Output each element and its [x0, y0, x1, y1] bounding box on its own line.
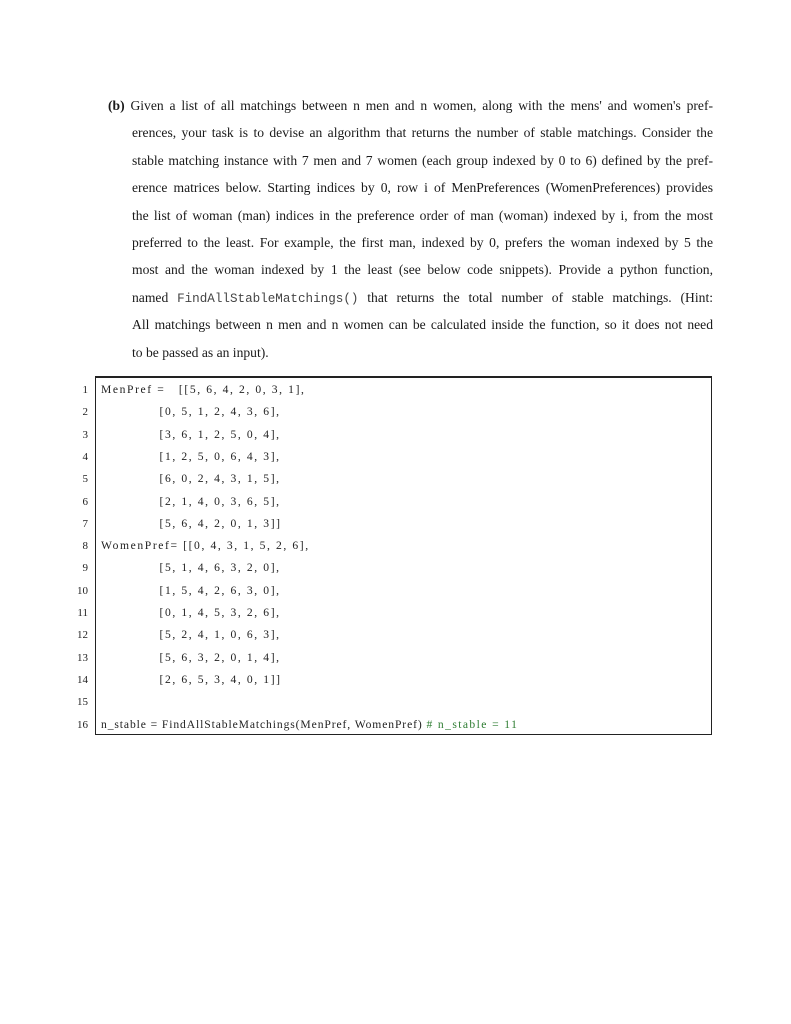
code-text: [101, 401, 281, 423]
code-text: [101, 446, 281, 468]
code-line: [70, 379, 715, 401]
code-text: [101, 468, 281, 490]
code-statement: [3, 6, 1, 2, 5, 0, 4],: [101, 427, 281, 441]
question-line-7: most and the woman indexed by 1 the least (see below code snippets). Provide a python function,: [132, 262, 713, 278]
line-number: 1: [82, 384, 88, 396]
code-text: [101, 624, 281, 646]
question-line-9: All matchings between n men and n women can be calculated inside the function, so it does not need: [132, 317, 713, 333]
code-statement: n_stable = FindAllStableMatchings(MenPref, WomenPref): [101, 717, 427, 731]
line-number: 2: [82, 406, 88, 419]
code-line: [70, 669, 715, 691]
code-listing: [70, 373, 715, 737]
question-line-4: erence matrices below. Starting indices by 0, row i of MenPreferences (WomenPreferences) provides: [132, 180, 713, 196]
code-text: [101, 557, 281, 579]
code-statement: [1, 2, 5, 0, 6, 4, 3],: [101, 449, 281, 463]
code-statement: [2, 1, 4, 0, 3, 6, 5],: [101, 494, 281, 508]
line-number: 10: [77, 584, 88, 597]
line-number: 3: [82, 428, 88, 441]
question-paragraph: [108, 92, 713, 366]
code-statement: [2, 6, 5, 3, 4, 0, 1]]: [101, 672, 282, 686]
line-number: 16: [77, 718, 88, 731]
code-text: [101, 714, 518, 736]
code-line: [70, 714, 715, 736]
line-number: 13: [77, 651, 88, 664]
line-number: 5: [82, 473, 88, 486]
code-text: [101, 580, 281, 602]
question-line-5: the list of woman (man) indices in the preference order of man (woman) indexed by i, from the most: [132, 207, 713, 223]
question-text-hint: that returns the total number of stable matchings. (Hint:: [358, 289, 713, 305]
question-line-6: preferred to the least. For example, the first man, indexed by 0, prefers the woman indexed by 5 the: [132, 234, 713, 250]
question-line-2: erences, your task is to devise an algorithm that returns the number of stable matchings. Consider the: [132, 125, 713, 141]
code-line: [70, 513, 715, 535]
code-statement: [6, 0, 2, 4, 3, 1, 5],: [101, 472, 281, 486]
code-line: [70, 446, 715, 468]
question-label: (b): [108, 98, 125, 113]
code-statement: [0, 1, 4, 5, 3, 2, 6],: [101, 606, 281, 619]
code-line: [70, 691, 715, 713]
code-statement: [0, 5, 1, 2, 4, 3, 6],: [101, 405, 281, 419]
code-text: [101, 535, 310, 557]
line-number: 11: [77, 607, 88, 619]
code-line: [70, 557, 715, 579]
question-text-named: named: [132, 289, 178, 305]
code-text: [101, 513, 282, 535]
line-number: 14: [77, 673, 88, 686]
code-text: [101, 669, 282, 691]
question-line-1: [108, 92, 713, 119]
line-number: 4: [82, 450, 88, 463]
code-statement: [5, 6, 4, 2, 0, 1, 3]]: [101, 516, 282, 530]
question-line-8: [108, 284, 713, 311]
code-text: [101, 491, 281, 513]
code-line: [70, 468, 715, 490]
line-number: 7: [82, 517, 88, 530]
code-text: [101, 379, 306, 401]
code-line: [70, 535, 715, 557]
line-number: 15: [77, 696, 88, 709]
code-comment: # n_stable = 11: [426, 717, 519, 731]
code-line: [70, 624, 715, 646]
code-text: [101, 602, 281, 624]
code-text: [101, 647, 281, 669]
line-number: 9: [82, 562, 88, 575]
question-text-1: Given a list of all matchings between n men and n women, along with the mens' and women's pref-: [130, 98, 714, 113]
code-line: [70, 602, 715, 624]
code-line: [70, 580, 715, 602]
line-number: 12: [77, 629, 88, 642]
code-line: [70, 491, 715, 513]
function-name: FindAllStableMatchings(): [177, 291, 359, 306]
line-number: 8: [82, 540, 88, 553]
code-statement: [1, 5, 4, 2, 6, 3, 0],: [101, 583, 281, 597]
line-number: 6: [82, 495, 88, 508]
code-statement: [5, 6, 3, 2, 0, 1, 4],: [101, 650, 281, 664]
question-line-10: to be passed as an input).: [132, 344, 269, 360]
code-statement: WomenPref= [[0, 4, 3, 1, 5, 2, 6],: [101, 539, 310, 553]
code-line: [70, 401, 715, 423]
question-line-3: stable matching instance with 7 men and 7 women (each group indexed by 0 to 6) defined by the pref-: [132, 152, 713, 168]
code-statement: MenPref = [[5, 6, 4, 2, 0, 3, 1],: [101, 383, 306, 396]
code-statement: [5, 1, 4, 6, 3, 2, 0],: [101, 561, 281, 575]
code-text: [101, 424, 281, 446]
code-statement: [5, 2, 4, 1, 0, 6, 3],: [101, 628, 281, 642]
code-line: [70, 424, 715, 446]
code-line: [70, 647, 715, 669]
